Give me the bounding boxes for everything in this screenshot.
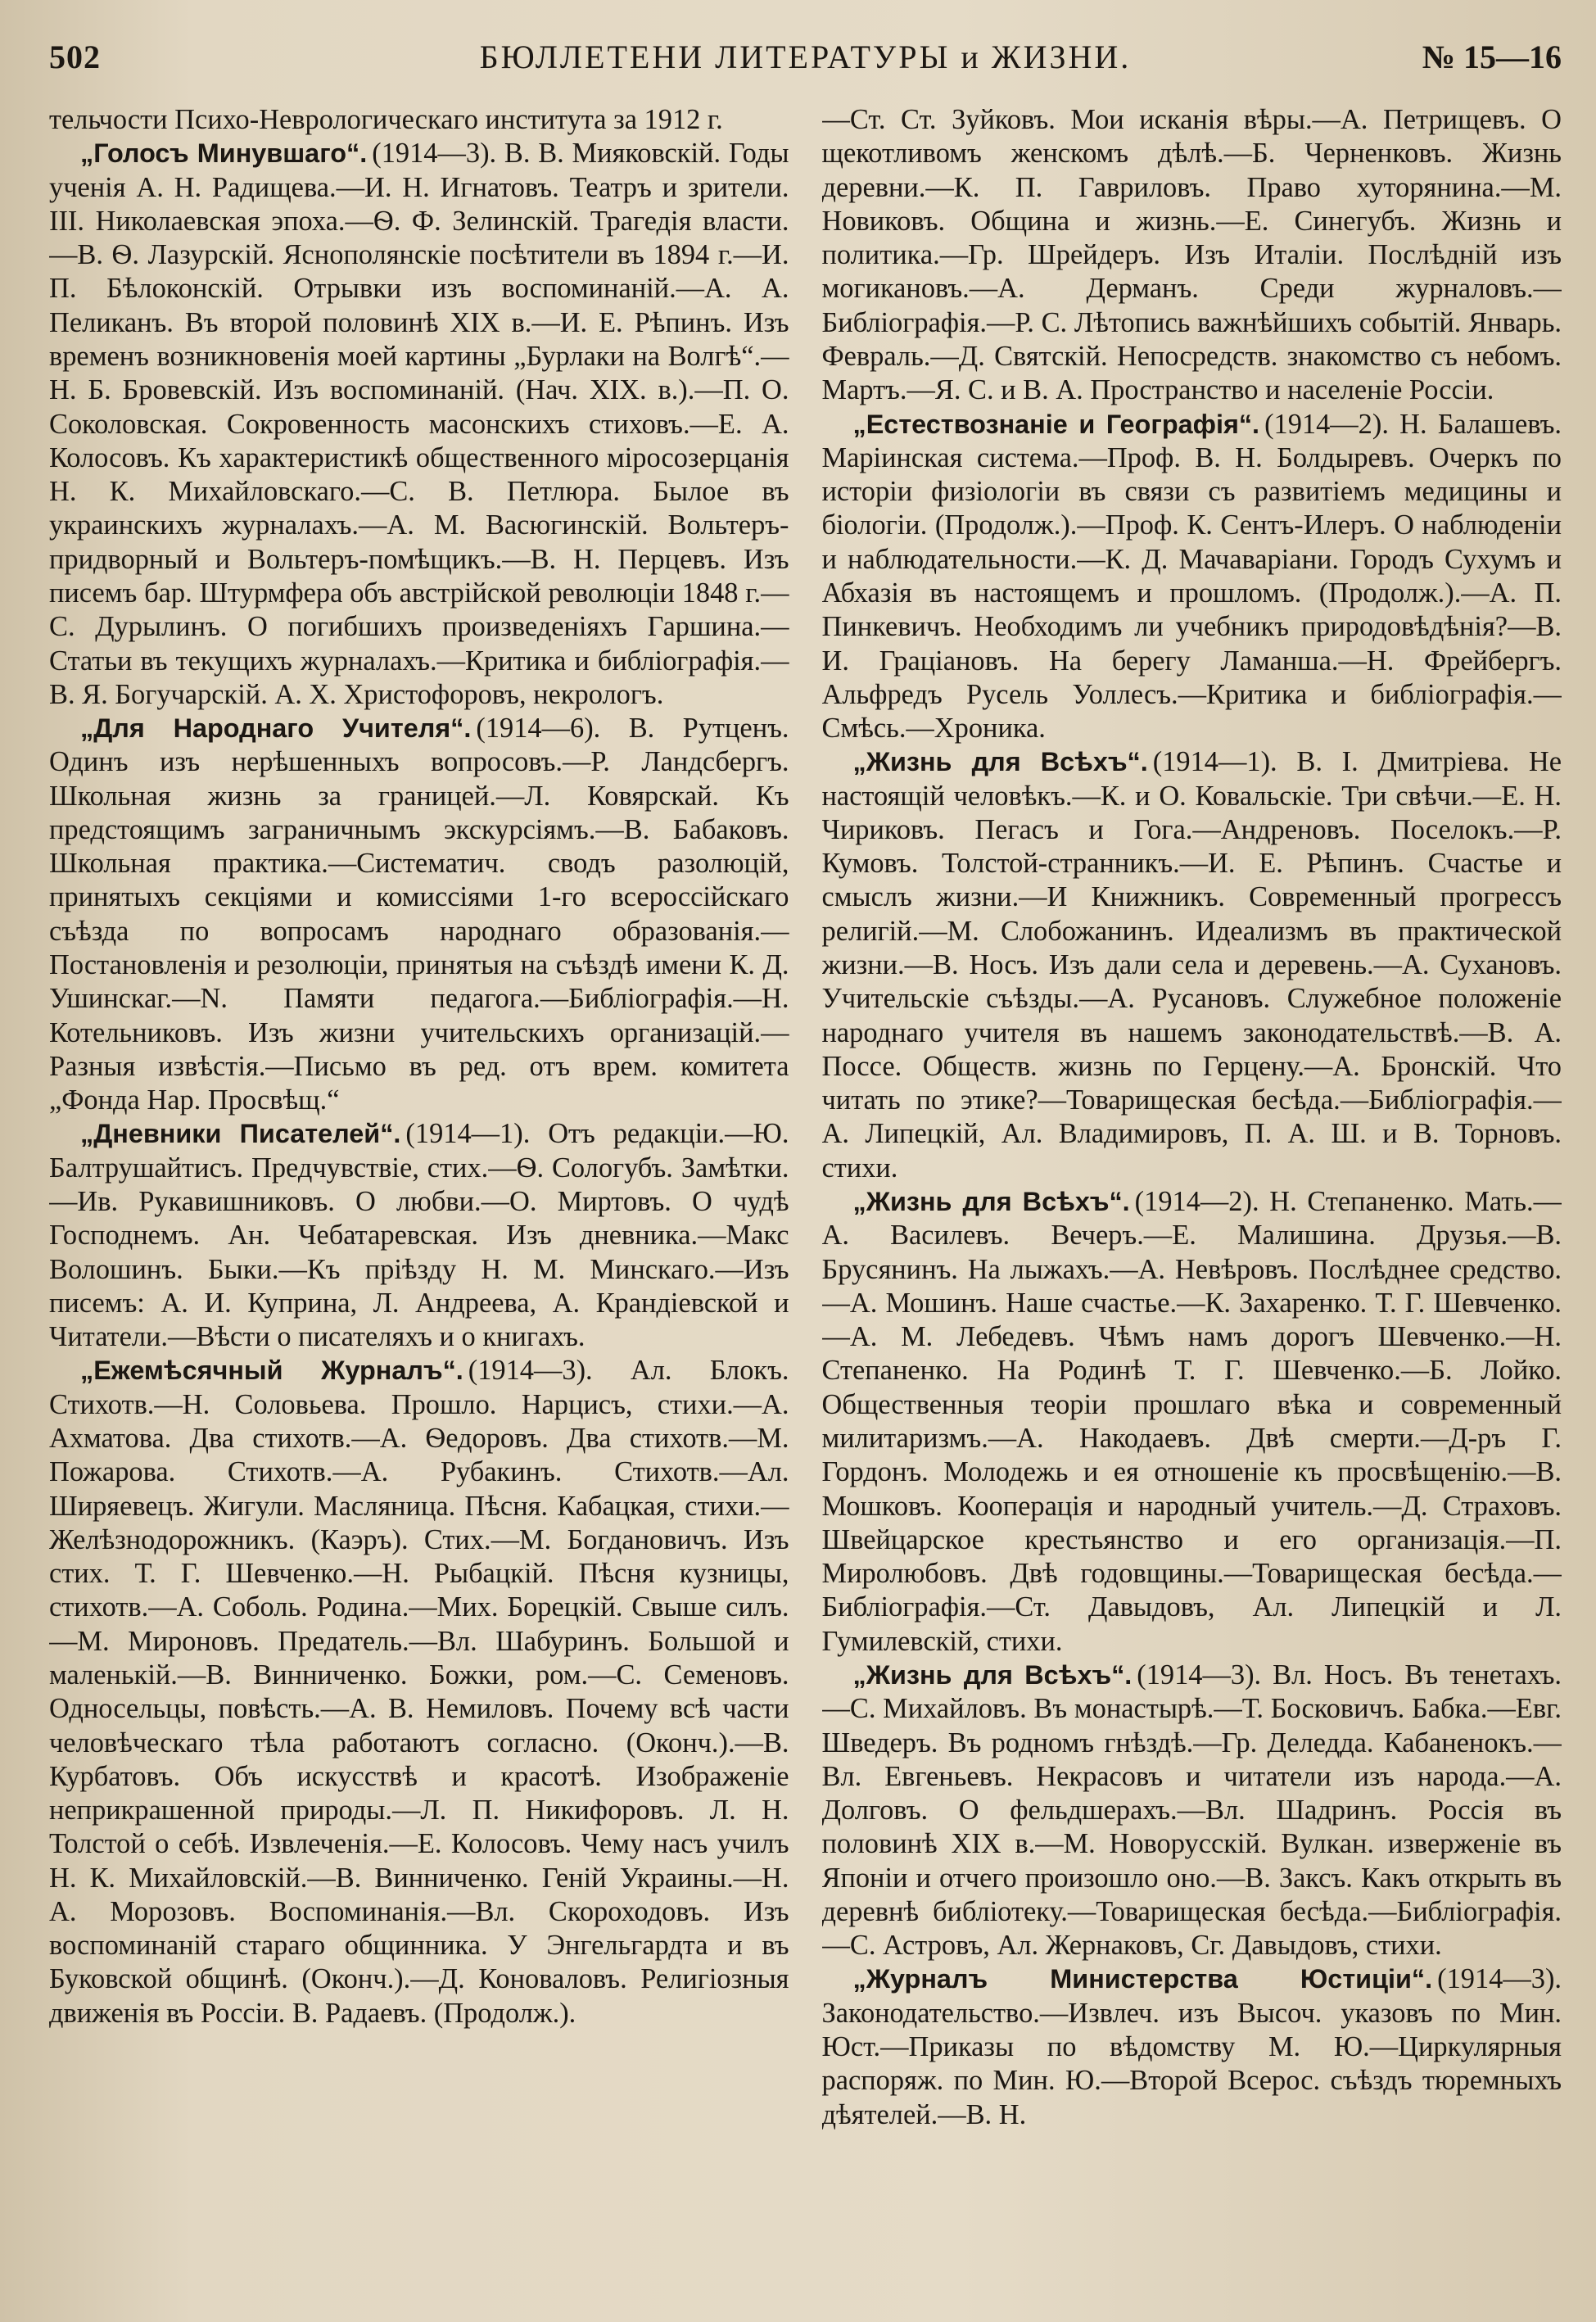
left-column — [49, 103, 789, 2298]
journal-issue-year: (1914—1). — [405, 1118, 531, 1150]
journal-contents: тельчости Психо-Неврологическаго института за 1912 г. — [49, 104, 723, 135]
journal-entry — [49, 712, 789, 1117]
journal-contents: —Ст. Ст. Зуйковъ. Мои исканія вѣры.—А. Петрищевъ. О щекотливомъ женскомъ дѣлѣ.—Б. Черненковъ. Жизнь деревни.—К. П. Гавриловъ. Право хуторянина.—М. Новиковъ. Община и жизнь.—Е. Синегубъ. Жизнь и политика.—Гр. Шрейдеръ. Изъ Италіи. Послѣдній изъ могикановъ.—А. Дерманъ. Среди журналовъ.—Библіографія.—Р. С. Лѣтопись важнѣйшихъ событій. Январь. Февраль.—Д. Святскій. Непосредств. знакомство съ небомъ. Мартъ.—Я. С. и В. А. Пространство и населеніе Россіи. — [821, 104, 1562, 406]
journal-contents: В. В. Мияковскій. Годы ученія А. Н. Радищева.—И. Н. Игнатовъ. Театръ и зрители. III. Николаевская эпоха.—Ѳ. Ф. Зелинскій. Трагедія власти.—В. Ѳ. Лазурскій. Яснополянскіе посѣтители въ 1894 г.—И. П. Бѣлоконскій. Отрывки изъ воспоминаній.—А. А. Пеликанъ. Въ второй половинѣ XIX в.—И. Е. Рѣпинъ. Изъ временъ возникновенія моей картины „Бурлаки на Волгѣ“.—Н. Б. Бровевскій. Изъ воспоминаній. (Нач. XIX. в.).—П. О. Соколовская. Сокровенность масонскихъ стиховъ.—Е. А. Колосовъ. Къ характеристикѣ общественного міросозерцанія Н. К. Михайловскаго.—С. В. Петлюра. Былое въ украинскихъ журналахъ.—А. М. Васюгинскій. Вольтеръ-придворный и Вольтеръ-помѣщикъ.—В. Н. Перцевъ. Изъ писемъ бар. Штурмфера объ австрійской революціи 1848 г.—С. Дурылинъ. О погибшихъ произведеніяхъ Гаршина.—Статьи въ текущихъ журналахъ.—Критика и библіографія.—В. Я. Богучарскій. А. Х. Христофоровъ, некрологъ. — [49, 138, 789, 710]
journal-contents: В. Рутценъ. Одинъ изъ нерѣшенныхъ вопросовъ.—Р. Ландсбергъ. Школьная жизнь за границей.—Л. Ковярскай. Къ предстоящимъ заграничнымъ экскурсіямъ.—В. Бабаковъ. Школьная практика.—Систематич. сводъ разолюцій, принятыхъ секціями и комиссіями 1-го всероссійскаго съѣзда по вопросамъ народнаго образованія.—Постановленія и резолюціи, принятыя на съѣздѣ имени К. Д. Ушинскаг.—N. Памяти педагога.—Библіографія.—Н. Котельниковъ. Изъ жизни учительскихъ организацій.—Разныя извѣстія.—Письмо въ ред. отъ врем. комитета „Фонда Нар. Просвѣщ.“ — [49, 713, 789, 1116]
journal-issue-year: (1914—3). — [1437, 1963, 1562, 1995]
journal-title: „Голосъ Минувшаго“. — [80, 138, 368, 169]
journal-issue-year: (1914—3). — [372, 138, 497, 170]
journal-title: „Журналъ Министерства Юстиціи“. — [852, 1964, 1433, 1994]
journal-contents: Законодательство.—Извлеч. изъ Высоч. указовъ по Мин. Юст.—Приказы по вѣдомству М. Ю.—Циркулярныя распоряж. по Мин. Ю.—Второй Всерос. съѣздъ тюремныхъ дѣятелей.—В. Н. — [821, 1997, 1562, 2130]
journal-entry — [49, 103, 789, 137]
columns — [49, 103, 1562, 2298]
right-column — [822, 103, 1562, 2298]
journal-contents: Н. Балашевъ. Маріинская система.—Проф. В. Н. Болдыревъ. Очеркъ по исторіи физіологіи въ связи съ развитіемъ медицины и біологіи. (Продолж.).—Проф. К. Сентъ-Илеръ. О наблюденіи и наблюдательности.—К. Д. Мачаваріани. Городъ Сухумъ и Абхазія въ настоящемъ и прошломъ. (Продолж.).—А. П. Пинкевичъ. Необходимъ ли учебникъ природовѣдѣнія?—В. И. Граціановъ. На берегу Ламанша.—Н. Фрейбергъ. Альфредъ Русель Уоллесъ.—Критика и библіографія.—Смѣсь.—Хроника. — [821, 408, 1562, 745]
journal-issue-year: (1914—6). — [476, 713, 601, 745]
page-number: 502 — [49, 38, 101, 75]
journal-entry — [822, 408, 1562, 746]
journal-entry — [822, 103, 1562, 408]
journal-issue-year: (1914—2). — [1134, 1186, 1259, 1217]
journal-title: „Ежемѣсячный Журналъ“. — [80, 1356, 463, 1386]
journal-title: „Жизнь для Всѣхъ“. — [852, 1187, 1130, 1216]
issue-number: № 15—16 — [1422, 38, 1562, 75]
journal-title: „Для Народнаго Учителя“. — [80, 713, 472, 744]
journal-contents: Вл. Носъ. Въ тенетахъ.—С. Михайловъ. Въ монастырѣ.—Т. Босковичъ. Бабка.—Евг. Шведеръ. Въ родномъ гнѣздѣ.—Гр. Деледда. Кабаненокъ.—Вл. Евгеньевъ. Некрасовъ и читатели изъ народа.—А. Долговъ. О фельдшерахъ.—Вл. Шадринъ. Россія въ половинѣ XIX в.—М. Новорусскій. Вулкан. изверженіе въ Японіи и отчего произошло оно.—В. Заксъ. Какъ открыть въ деревнѣ библіотеку.—Товарищеская бесѣда.—Библіографія.—С. Астровъ, Ал. Жернаковъ, Сг. Давыдовъ, стихи. — [821, 1659, 1562, 1962]
journal-contents: В. І. Дмитріева. Не настоящій человѣкъ.—К. и О. Ковальскіе. Три свѣчи.—Е. Н. Чириковъ. Пегасъ и Гога.—Андреновъ. Поселокъ.—Р. Кумовъ. Толстой-странникъ.—И. Е. Рѣпинъ. Счастье и смыслъ жизни.—И Книжникъ. Современный прогрессъ религій.—М. Слобожанинъ. Идеализмъ въ практической жизни.—В. Носъ. Изъ дали села и деревень.—А. Сухановъ. Учительскіе съѣзды.—А. Русановъ. Служебное положеніе народнаго учителя въ нашемъ законодательствѣ.—В. А. Поссе. Обществ. жизнь по Герцену.—А. Бронскій. Что читать по этике?—Товарищеская бесѣда.—Библіографія.—А. Липецкій, Ал. Владимировъ, П. А. Ш. и В. Торновъ. стихи. — [821, 746, 1562, 1184]
journal-issue-year: (1914—1). — [1152, 746, 1277, 778]
journal-contents: Отъ редакціи.—Ю. Балтрушайтисъ. Предчувствіе, стих.—Ѳ. Сологубъ. Замѣтки.—Ив. Рукавишниковъ. О любви.—О. Миртовъ. О чудѣ Господнемъ. Ан. Чебатаревская. Изъ дневника.—Макс Волошинъ. Быки.—Къ пріѣзду Н. М. Минскаго.—Изъ писемъ: А. И. Куприна, Л. Андреева, А. Крандіевской и Читатели.—Вѣсти о писателяхъ и о книгахъ. — [49, 1118, 789, 1353]
journal-contents: Н. Степаненко. Мать.—А. Василевъ. Вечеръ.—Е. Малишина. Друзья.—В. Брусянинъ. На лыжахъ.—А. Невѣровъ. Послѣднее средство.—А. Мошинъ. Наше счастье.—К. Захаренко. Т. Г. Шевченко.—А. М. Лебедевъ. Чѣмъ намъ дорогъ Шевченко.—Н. Степаненко. На Родинѣ Т. Г. Шевченко.—Б. Лойко. Общественныя теоріи прошлаго вѣка и современный милитаризмъ.—А. Накодаевъ. Двѣ смерти.—Д-ръ Г. Гордонъ. Молодежь и ея отношеніе къ просвѣщенію.—В. Мошковъ. Кооперація и народный учитель.—Д. Страховъ. Швейцарское крестьянство и его организація.—П. Миролюбовъ. Двѣ годовщины.—Товарищеская бесѣда.—Библіографія.—Ст. Давыдовъ, Ал. Липецкій и Л. Гумилевскій, стихи. — [821, 1186, 1562, 1657]
journal-title: „Дневники Писателей“. — [80, 1119, 401, 1149]
journal-entry — [822, 745, 1562, 1185]
journal-title: „Жизнь для Всѣхъ“. — [852, 1659, 1133, 1690]
journal-contents: Ал. Блокъ. Стихотв.—Н. Соловьева. Прошло. Нарцисъ, стихи.—А. Ахматова. Два стихотв.—А. Ѳедоровъ. Два стихотв.—М. Пожарова. Стихотв.—А. Рубакинъ. Стихотв.—Ал. Ширяевецъ. Жигули. Масляница. Пѣсня. Кабацкая, стихи.—Желѣзнодорожникъ. (Каэръ). Стих.—М. Богдановичъ. Изъ стих. Т. Г. Шевченко.—Н. Рыбацкій. Пѣсня кузницы, стихотв.—А. Соболь. Родина.—Мих. Борецкій. Свыше силъ.—М. Мироновъ. Предатель.—Вл. Шабуринъ. Большой и маленькій.—В. Винниченко. Божки, ром.—С. Семеновъ. Односельцы, повѣсть.—А. В. Немиловъ. Почему всѣ части человѣческаго тѣла работаютъ согласно. (Оконч.).—В. Курбатовъ. Объ искусствѣ и красотѣ. Изображеніе неприкрашенной природы.—Л. П. Никифоровъ. Л. Н. Толстой о себѣ. Извлеченія.—Е. Колосовъ. Чему насъ училъ Н. К. Михайловскій.—В. Винниченко. Геній Украины.—Н. А. Морозовъ. Воспоминанія.—Вл. Скороходовъ. Изъ воспоминаній стараго общинника. У Энгельгардта и въ Буковской общинѣ. (Оконч.).—Д. Коноваловъ. Религіозныя движенія въ Россіи. В. Радаевъ. (Продолж.). — [49, 1355, 789, 2029]
journal-entry — [49, 1117, 789, 1354]
journal-entry — [49, 1354, 789, 2030]
journal-issue-year: (1914—3). — [468, 1355, 593, 1387]
journal-issue-year: (1914—2). — [1264, 408, 1389, 440]
journal-title: „Жизнь для Всѣхъ“. — [852, 747, 1148, 777]
running-title: БЮЛЛЕТЕНИ ЛИТЕРАТУРЫ и ЖИЗНИ. — [479, 38, 1132, 75]
journal-issue-year: (1914—3). — [1137, 1659, 1262, 1691]
journal-entry — [822, 1659, 1562, 1963]
journal-entry — [49, 137, 789, 712]
journal-entry — [822, 1185, 1562, 1659]
journal-title: „Естествознаніе и Географія“. — [852, 409, 1260, 439]
journal-entry — [822, 1962, 1562, 2131]
page-header — [49, 38, 1562, 103]
